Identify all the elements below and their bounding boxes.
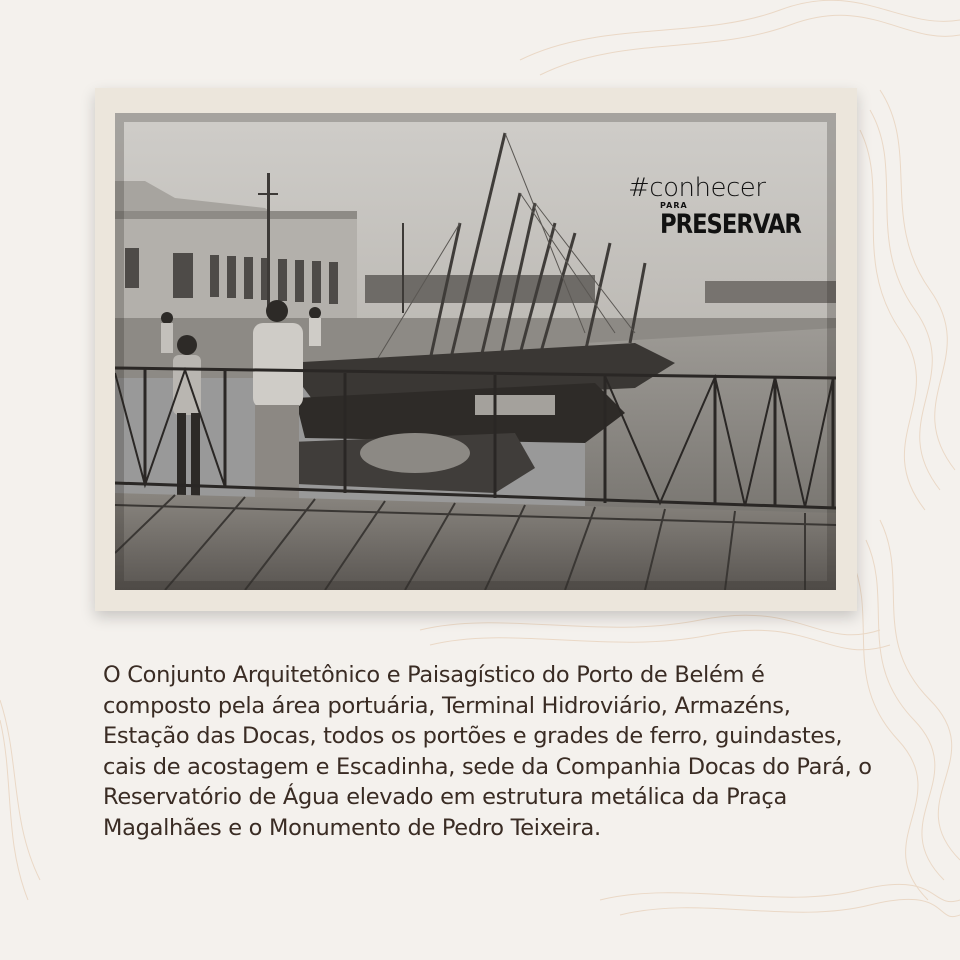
description-text: O Conjunto Arquitetônico e Paisagístico do Porto de Belém é composto pela área portuária, Terminal Hidroviário, Armazéns, Estação das Docas, todos os portões e grades de ferro, guindastes, cais de acostagem e Escadinha, sede da Companhia Docas do Pará, o Reservatório de Água elevado em estrutura metálica da Praça Magalhães e o Monumento de Pedro Teixeira. xyxy=(103,662,872,841)
brand-preserve: PRESERVAR xyxy=(660,209,801,240)
brand-hashtag: #conhecer xyxy=(628,173,766,203)
photo-card xyxy=(95,88,857,611)
historic-port-photo xyxy=(115,113,836,590)
brand-connector: PARA xyxy=(660,201,688,210)
brand-logo xyxy=(628,175,808,239)
